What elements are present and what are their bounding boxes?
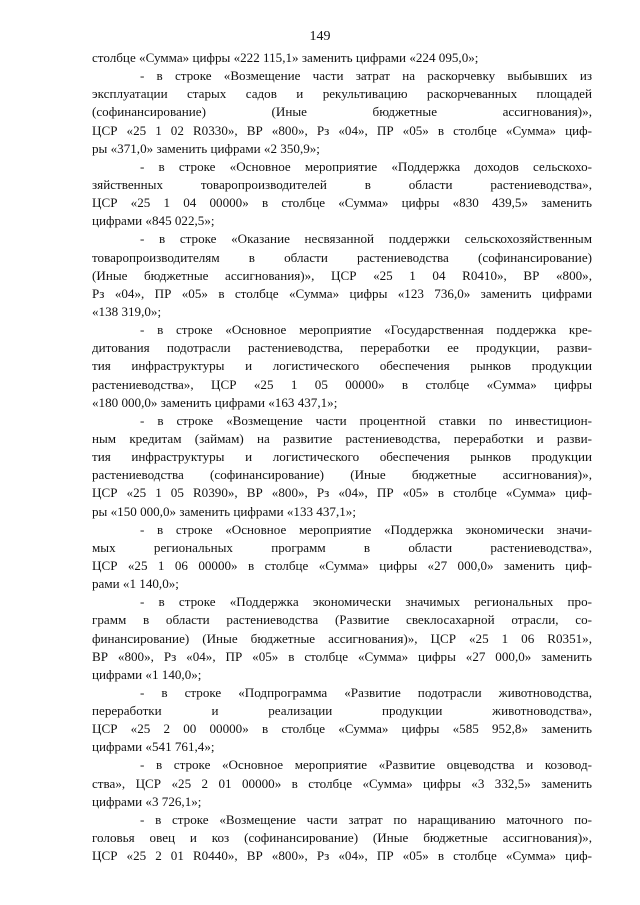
text-line: головья овец и коз (софинансирование) (Иные бюджетные ассигнования)», bbox=[92, 830, 592, 846]
text-line: - в строке «Основное мероприятие «Поддержка доходов сельскохо- bbox=[140, 158, 592, 174]
text-line: переработки и реализации продукции животноводства», bbox=[92, 703, 592, 719]
text-line: мых региональных программ в области растениеводства», bbox=[92, 539, 592, 555]
text-line: - в строке «Возмещение части затрат на раскорчевку выбывших из bbox=[140, 68, 592, 84]
text-line: ры «371,0» заменить цифрами «2 350,9»; bbox=[92, 140, 320, 156]
text-line: ным кредитам (займам) на развитие растениеводства, переработки и разви- bbox=[92, 430, 592, 446]
text-line: растениеводства (софинансирование) (Иные бюджетные ассигнования)», bbox=[92, 467, 592, 483]
text-line: - в строке «Возмещение части затрат по наращиванию маточного по- bbox=[140, 811, 592, 827]
text-line: финансирование) (Иные бюджетные ассигнования)», ЦСР «25 1 06 R0351», bbox=[92, 630, 592, 646]
text-line: - в строке «Поддержка экономически значимых региональных про- bbox=[140, 594, 592, 610]
text-line: Рз «04», ПР «05» в столбце «Сумма» цифры «123 736,0» заменить цифрами bbox=[92, 285, 592, 301]
text-line: грамм в области растениеводства (Развитие свеклосахарной отрасли, со- bbox=[92, 612, 592, 628]
text-line: ЦСР «25 2 00 00000» в столбце «Сумма» цифры «585 952,8» заменить bbox=[92, 721, 592, 737]
text-line: столбце «Сумма» цифры «222 115,1» заменить цифрами «224 095,0»; bbox=[92, 50, 479, 65]
text-line: ЦСР «25 1 02 R0330», ВР «800», Рз «04», ПР «05» в столбце «Сумма» циф- bbox=[92, 122, 592, 138]
text-line: тия инфраструктуры и логистического обеспечения рынков продукции bbox=[92, 449, 592, 465]
text-line: - в строке «Основное мероприятие «Развитие овцеводства и козовод- bbox=[140, 757, 592, 773]
text-line: «180 000,0» заменить цифрами «163 437,1»; bbox=[92, 394, 338, 410]
text-line: (Иные бюджетные ассигнования)», ЦСР «25 1 04 R0410», ВР «800», bbox=[92, 267, 592, 283]
text-line: ЦСР «25 1 06 00000» в столбце «Сумма» цифры «27 000,0» заменить циф- bbox=[92, 557, 592, 573]
text-line: - в строке «Основное мероприятие «Государственная поддержка кре- bbox=[140, 322, 592, 338]
text-line: «138 319,0»; bbox=[92, 303, 162, 319]
text-line: ства», ЦСР «25 2 01 00000» в столбце «Сумма» цифры «3 332,5» заменить bbox=[92, 775, 592, 791]
text-line: (софинансирование) (Иные бюджетные ассигнования)», bbox=[92, 104, 592, 120]
text-line: товаропроизводителям в области растениеводства (софинансирование) bbox=[92, 249, 592, 265]
text-line: цифрами «541 761,4»; bbox=[92, 739, 215, 755]
text-line: - в строке «Возмещение части процентной ставки по инвестицион- bbox=[140, 412, 592, 428]
text-line: цифрами «3 726,1»; bbox=[92, 793, 202, 809]
text-line: зяйственных товаропроизводителей в области растениеводства», bbox=[92, 176, 592, 192]
text-line: цифрами «845 022,5»; bbox=[92, 213, 215, 229]
text-line: - в строке «Основное мероприятие «Поддержка экономически значи- bbox=[140, 521, 592, 537]
document-body bbox=[92, 49, 592, 865]
text-line: - в строке «Подпрограмма «Развитие подотрасли животноводства, bbox=[140, 684, 592, 700]
text-line: растениеводства», ЦСР «25 1 05 00000» в столбце «Сумма» цифры bbox=[92, 376, 592, 392]
text-line: ВР «800», Рз «04», ПР «05» в столбце «Сумма» цифры «27 000,0» заменить bbox=[92, 648, 592, 664]
text-line: ЦСР «25 1 04 00000» в столбце «Сумма» цифры «830 439,5» заменить bbox=[92, 195, 592, 211]
text-line: - в строке «Оказание несвязанной поддержки сельскохозяйственным bbox=[140, 231, 592, 247]
text-line: ЦСР «25 2 01 R0440», ВР «800», Рз «04», ПР «05» в столбце «Сумма» циф- bbox=[92, 848, 592, 864]
text-line: дитования подотрасли растениеводства, переработки ее продукции, разви- bbox=[92, 340, 592, 356]
text-line: ЦСР «25 1 05 R0390», ВР «800», Рз «04», ПР «05» в столбце «Сумма» циф- bbox=[92, 485, 592, 501]
page-number: 149 bbox=[309, 29, 331, 44]
text-line: рами «1 140,0»; bbox=[92, 576, 179, 592]
text-line: эксплуатации старых садов и рекультивацию раскорчеванных площадей bbox=[92, 86, 592, 102]
text-line: цифрами «1 140,0»; bbox=[92, 666, 202, 682]
text-line: тия инфраструктуры и логистического обеспечения рынков продукции bbox=[92, 358, 592, 374]
text-line: ры «150 000,0» заменить цифрами «133 437,1»; bbox=[92, 503, 356, 519]
